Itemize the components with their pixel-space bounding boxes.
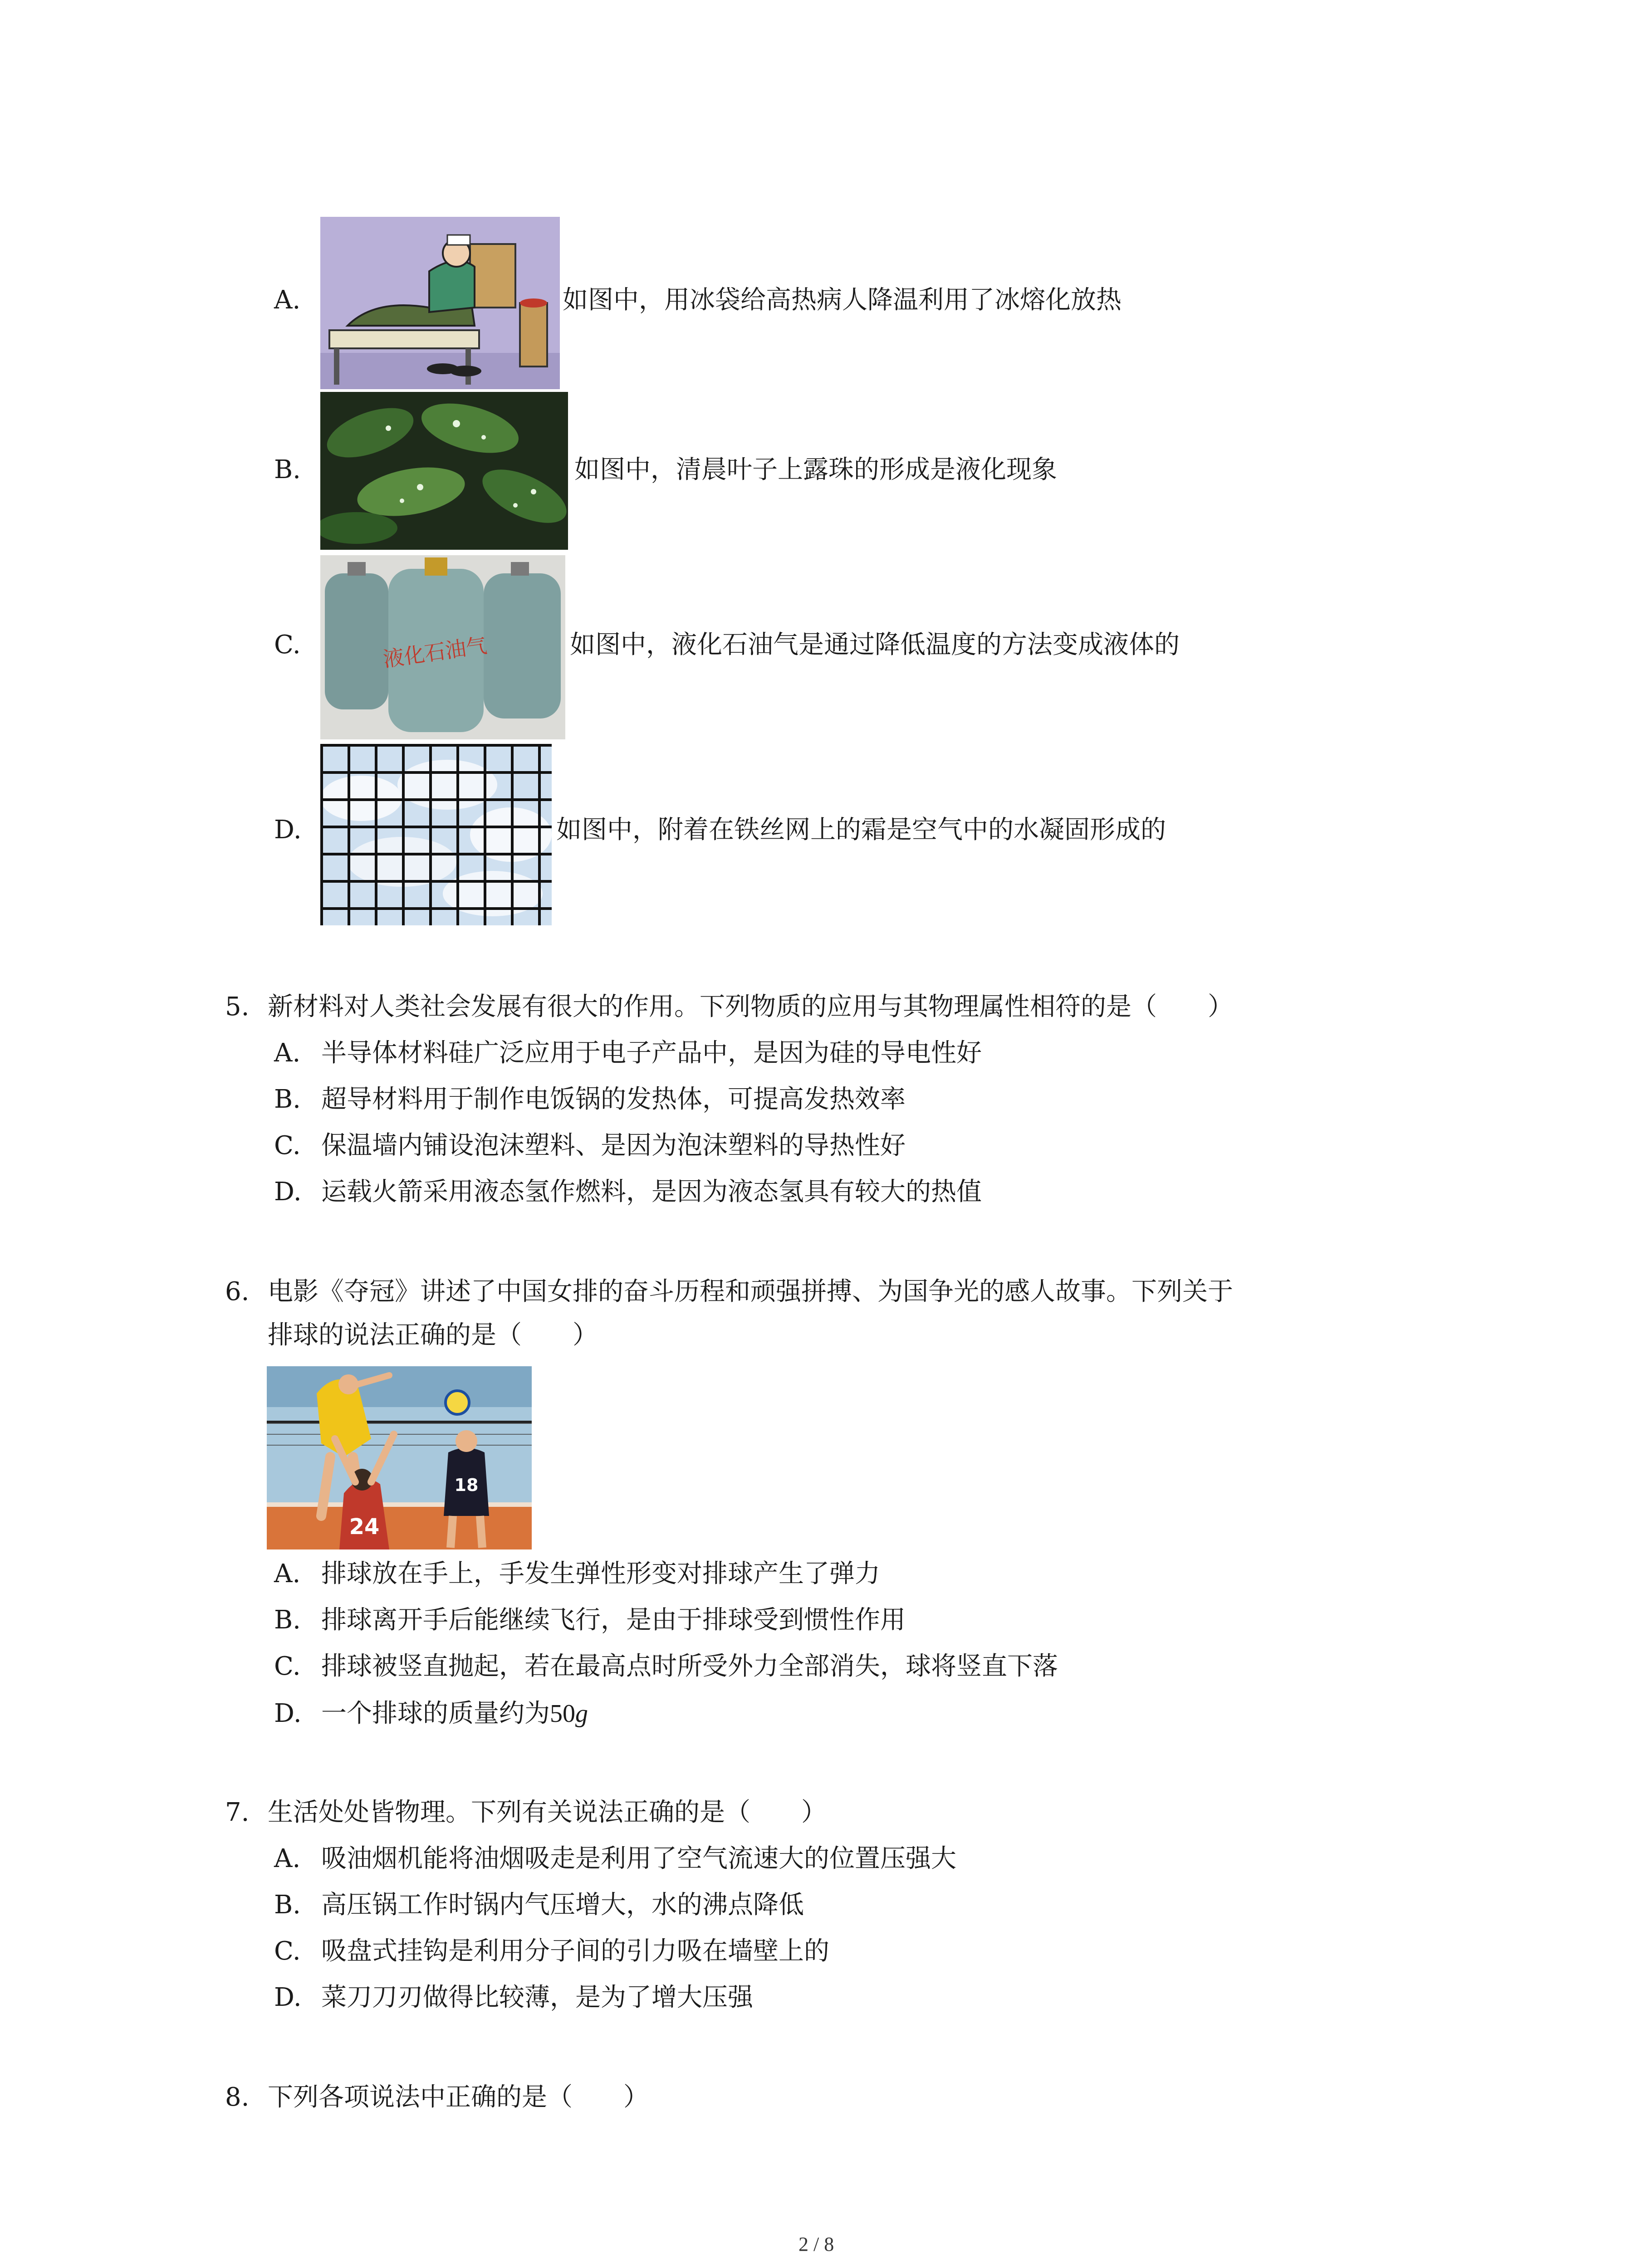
mass-value: 50 <box>550 1700 575 1728</box>
option-text: 菜刀刀刃做得比较薄，是为了增大压强 <box>321 1983 753 2012</box>
question-number: 8. <box>225 2082 250 2112</box>
option-text: 超导材料用于制作电饭锅的发热体，可提高发热效率 <box>321 1085 906 1114</box>
mass-unit: g <box>575 1700 588 1728</box>
question-number: 6. <box>225 1277 250 1306</box>
page-number: 2 / 8 <box>798 2233 834 2255</box>
option-text: 运载火箭采用液态氢作燃料，是因为液态氢具有较大的热值 <box>321 1177 982 1207</box>
sick-person-ice-bag-icon <box>320 217 560 389</box>
option-label: D. <box>274 815 302 845</box>
option-text: 如图中，附着在铁丝网上的霜是空气中的水凝固形成的 <box>556 815 1166 845</box>
option-label: C. <box>274 1131 301 1160</box>
option-text: 排球放在手上，手发生弹性形变对排球产生了弹力 <box>321 1559 880 1589</box>
option-label: C. <box>274 1652 301 1681</box>
option-text: 半导体材料硅广泛应用于电子产品中，是因为硅的导电性好 <box>321 1038 982 1068</box>
option-label: A. <box>274 1038 301 1068</box>
jersey-number-red: 24 <box>349 1514 380 1540</box>
lpg-label: 液化石油气 <box>382 633 489 672</box>
lpg-cylinders-icon <box>320 555 565 739</box>
option-label: D. <box>274 1983 302 2012</box>
option-text: 保温墙内铺设泡沫塑料、是因为泡沫塑料的导热性好 <box>321 1131 906 1160</box>
option-label: C. <box>274 630 301 660</box>
option-text: 高压锅工作时锅内气压增大，水的沸点降低 <box>321 1890 804 1920</box>
jersey-number-dark: 18 <box>454 1475 479 1495</box>
option-text: 如图中，清晨叶子上露珠的形成是液化现象 <box>574 455 1057 484</box>
option-text: 吸盘式挂钩是利用分子间的引力吸在墙壁上的 <box>321 1936 829 1966</box>
option-label: B. <box>274 1890 301 1920</box>
option-label: B. <box>274 1605 301 1635</box>
option-text: 排球离开手后能继续飞行，是由于排球受到惯性作用 <box>321 1605 906 1635</box>
option-label: A. <box>274 1844 301 1873</box>
option-text: 排球被竖直抛起，若在最高点时所受外力全部消失，球将竖直下落 <box>321 1652 1058 1681</box>
option-text: 一个排球的质量约为50g <box>321 1699 588 1728</box>
question-stem-line2: 排球的说法正确的是（ ） <box>268 1320 598 1350</box>
option-text: 吸油烟机能将油烟吸走是利用了空气流速大的位置压强大 <box>321 1844 956 1873</box>
option-label: B. <box>274 455 301 484</box>
question-number: 7. <box>225 1798 250 1827</box>
question-stem: 生活处处皆物理。下列有关说法正确的是（ ） <box>268 1798 827 1827</box>
option-label: D. <box>274 1177 302 1207</box>
volleyball-match-icon <box>267 1366 532 1549</box>
question-stem: 新材料对人类社会发展有很大的作用。下列物质的应用与其物理属性相符的是（ ） <box>268 992 1233 1022</box>
frost-wire-mesh-icon <box>320 744 552 925</box>
option-label: B. <box>274 1085 301 1114</box>
option-label: C. <box>274 1936 301 1966</box>
option-text: 如图中，用冰袋给高热病人降温利用了冰熔化放热 <box>563 285 1122 315</box>
question-stem-line1: 电影《夺冠》讲述了中国女排的奋斗历程和顽强拼搏、为国争光的感人故事。下列关于 <box>268 1277 1233 1306</box>
question-stem: 下列各项说法中正确的是（ ） <box>268 2082 649 2112</box>
option-label: D. <box>274 1699 302 1728</box>
option-text: 如图中，液化石油气是通过降低温度的方法变成液体的 <box>570 630 1180 660</box>
option-label: A. <box>274 285 301 315</box>
question-number: 5. <box>225 992 250 1022</box>
dew-leaves-icon <box>320 392 568 550</box>
option-label: A. <box>274 1559 301 1589</box>
